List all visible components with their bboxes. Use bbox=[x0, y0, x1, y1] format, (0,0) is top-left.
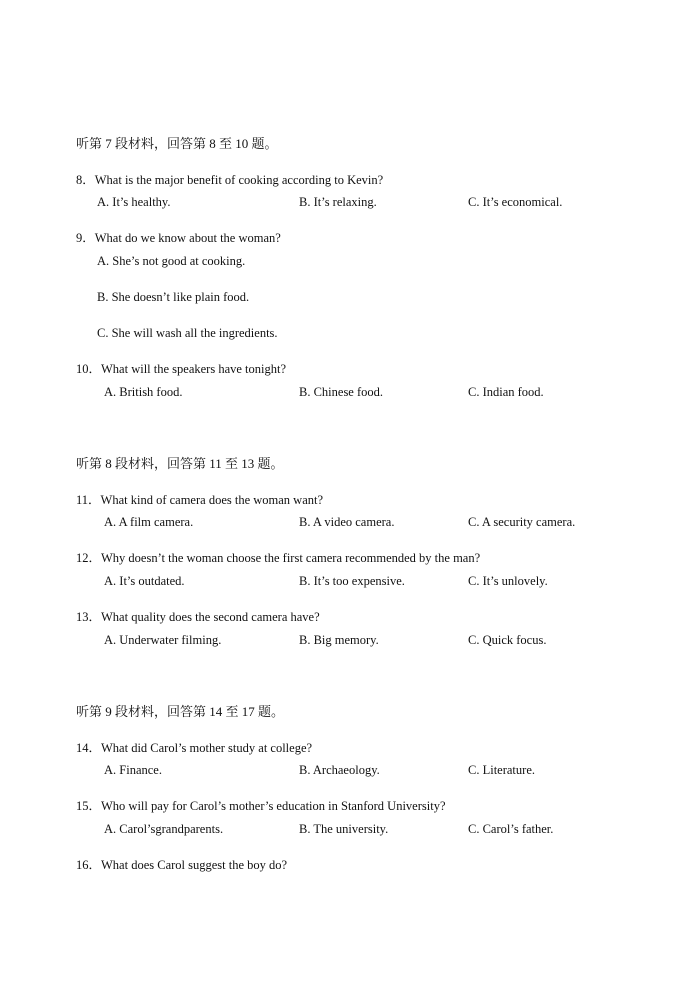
question-8-option-c: C. It’s economical. bbox=[468, 195, 563, 209]
question-11-option-b: B. A video camera. bbox=[299, 515, 395, 529]
question-9-option-a: A. She’s not good at cooking. bbox=[97, 254, 246, 268]
question-9-option-c: C. She will wash all the ingredients. bbox=[97, 326, 278, 340]
section-header-7: 听第 7 段材料，回答第 8 至 10 题。 bbox=[76, 136, 278, 151]
question-10-option-c: C. Indian food. bbox=[468, 385, 544, 399]
question-8-option-a: A. It’s healthy. bbox=[97, 195, 171, 209]
section-header-8: 听第 8 段材料，回答第 11 至 13 题。 bbox=[76, 456, 284, 471]
question-15-stem: 15．Who will pay for Carol’s mother’s education in Stanford University? bbox=[76, 799, 446, 813]
question-10-option-b: B. Chinese food. bbox=[299, 385, 384, 399]
question-16-stem: 16．What does Carol suggest the boy do? bbox=[76, 858, 288, 872]
question-9-option-b: B. She doesn’t like plain food. bbox=[97, 290, 250, 304]
question-10-option-a: A. British food. bbox=[104, 385, 183, 399]
question-11-option-a: A. A film camera. bbox=[104, 515, 194, 529]
question-14-stem: 14．What did Carol’s mother study at college? bbox=[76, 741, 313, 755]
question-14-option-b: B. Archaeology. bbox=[299, 763, 380, 777]
question-11-option-c: C. A security camera. bbox=[468, 515, 576, 529]
question-12-option-c: C. It’s unlovely. bbox=[468, 574, 548, 588]
question-15-option-a: A. Carol’sgrandparents. bbox=[104, 822, 224, 836]
question-13-stem: 13．What quality does the second camera have? bbox=[76, 610, 320, 624]
question-13-option-b: B. Big memory. bbox=[299, 633, 379, 647]
question-15-option-c: C. Carol’s father. bbox=[468, 822, 554, 836]
section-header-9: 听第 9 段材料，回答第 14 至 17 题。 bbox=[76, 704, 285, 719]
question-8-stem: 8．What is the major benefit of cooking according to Kevin? bbox=[76, 173, 384, 187]
question-11-stem: 11．What kind of camera does the woman want? bbox=[76, 493, 324, 507]
question-15-option-b: B. The university. bbox=[299, 822, 389, 836]
question-12-option-b: B. It’s too expensive. bbox=[299, 574, 405, 588]
question-13-option-a: A. Underwater filming. bbox=[104, 633, 222, 647]
question-10-stem: 10．What will the speakers have tonight? bbox=[76, 362, 287, 376]
question-9-stem: 9．What do we know about the woman? bbox=[76, 231, 281, 245]
question-14-option-a: A. Finance. bbox=[104, 763, 162, 777]
question-14-option-c: C. Literature. bbox=[468, 763, 535, 777]
question-12-option-a: A. It’s outdated. bbox=[104, 574, 185, 588]
question-12-stem: 12．Why doesn’t the woman choose the first camera recommended by the man? bbox=[76, 551, 481, 565]
question-13-option-c: C. Quick focus. bbox=[468, 633, 547, 647]
question-8-option-b: B. It’s relaxing. bbox=[299, 195, 377, 209]
